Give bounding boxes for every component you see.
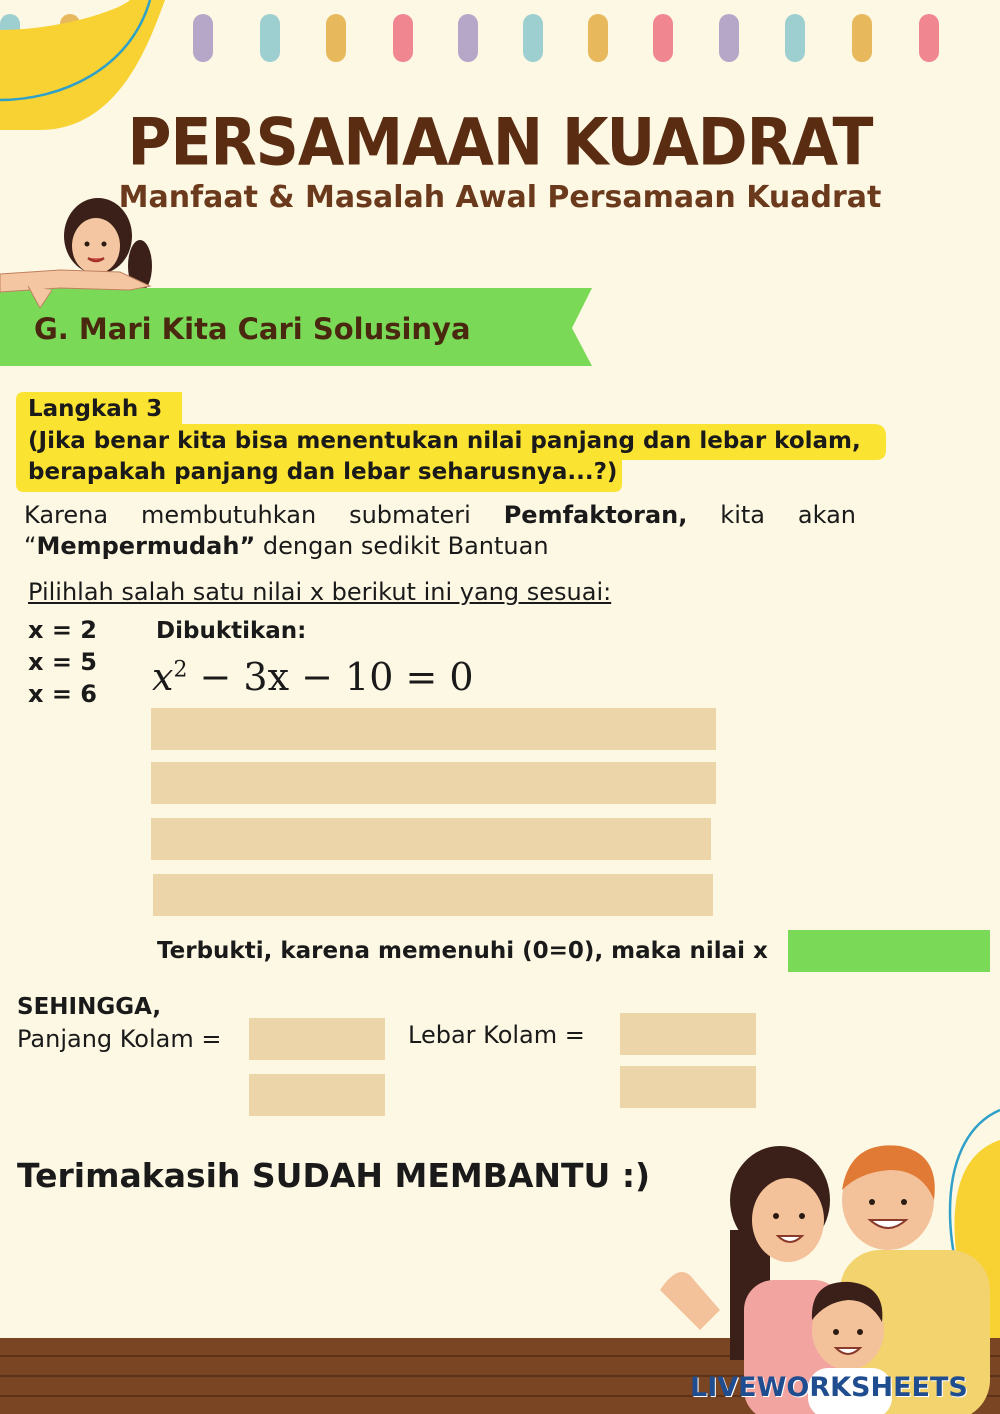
section-heading: G. Mari Kita Cari Solusinya [34, 312, 471, 346]
x-option: x = 2 [28, 616, 97, 644]
x-option: x = 6 [28, 680, 97, 708]
liveworksheets-logo: LIVEWORKSHEETS [690, 1372, 968, 1403]
lebar-answer-field[interactable] [620, 1013, 756, 1055]
proof-answer-field[interactable] [153, 874, 713, 916]
step-question-line2: berapakah panjang dan lebar seharusnya...?) [28, 459, 618, 485]
panjang-answer-field[interactable] [249, 1018, 385, 1060]
proof-label: Dibuktikan: [156, 618, 307, 644]
lebar-unit-field[interactable] [620, 1066, 756, 1108]
proof-answer-field[interactable] [151, 708, 716, 750]
panjang-unit-field[interactable] [249, 1074, 385, 1116]
intro-paragraph: Karena membutuhkan submateri Pemfaktoran, kita akan “Mempermudah” dengan sedikit Bantuan [24, 501, 856, 560]
proof-answer-field[interactable] [151, 818, 711, 860]
choose-prompt: Pilihlah salah satu nilai x berikut ini yang sesuai: [28, 578, 612, 606]
x-answer-field[interactable] [788, 930, 990, 972]
pointing-hand [0, 268, 160, 308]
result-heading: SEHINGGA, [17, 994, 162, 1020]
page-subtitle: Manfaat & Masalah Awal Persamaan Kuadrat [118, 180, 882, 215]
closing-message: Terimakasih SUDAH MEMBANTU :) [17, 1156, 651, 1195]
x-option: x = 5 [28, 648, 97, 676]
lebar-label: Lebar Kolam = [408, 1021, 585, 1049]
step-question-line1: (Jika benar kita bisa menentukan nilai panjang dan lebar kolam, [28, 428, 861, 454]
conclusion-text: Terbukti, karena memenuhi (0=0), maka nilai x [157, 938, 768, 964]
panjang-label: Panjang Kolam = [17, 1025, 222, 1053]
proof-answer-field[interactable] [151, 762, 716, 804]
step-title: Langkah 3 [28, 396, 163, 422]
quadratic-equation: $x^2 - 3x - 10 = 0$ [152, 655, 474, 699]
page-title: PERSAMAAN KUADRAT [127, 105, 873, 181]
